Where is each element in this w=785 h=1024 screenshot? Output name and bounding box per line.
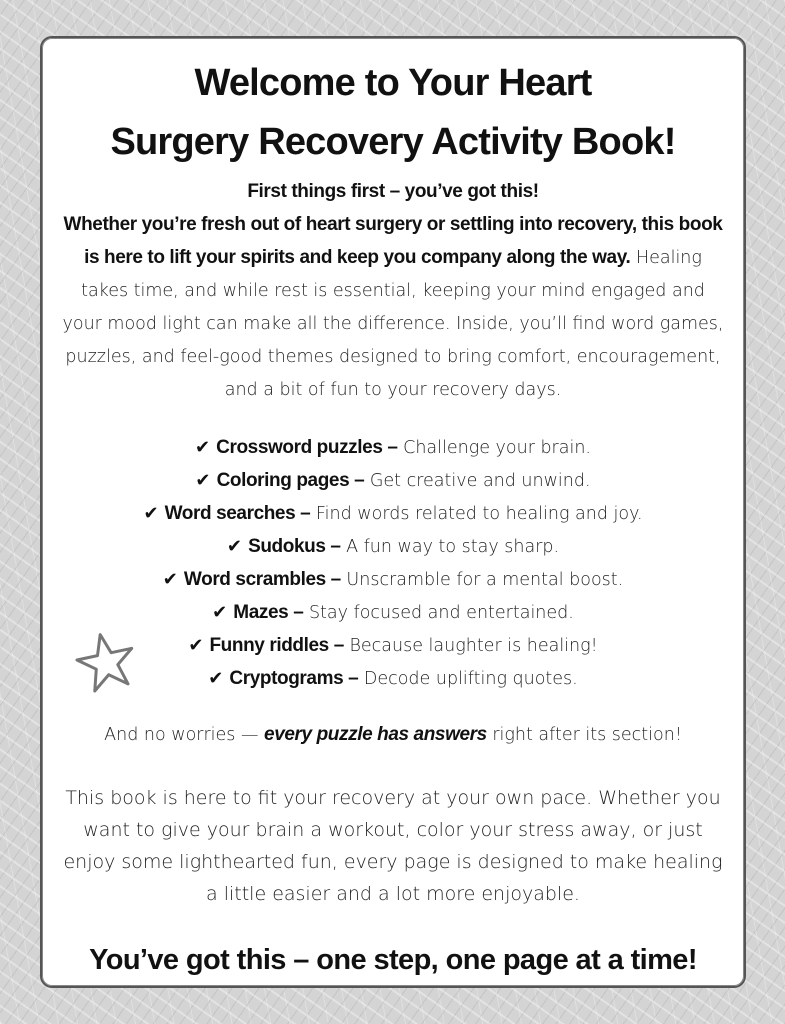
activity-desc: A fun way to stay sharp. [340,537,560,557]
closing-paragraph: This book is here to fit your recovery at your own pace. Whether you want to give your brain a workout, color your stress away, or just enjoy some lighthearted fun, every page is designed to make healing a little easier and a lot more enjoyable. [63,787,723,905]
activity-list [42,431,744,695]
activity-name: Mazes – [233,602,304,623]
list-item [42,596,744,629]
list-item [42,497,744,530]
answers-note-after: right after its section! [486,725,682,745]
activity-desc: Find words related to healing and joy. [310,504,643,524]
list-item [42,530,744,563]
answers-note [42,718,744,751]
star-outline-icon [70,626,142,698]
activity-name: Word searches – [164,503,311,524]
list-item [42,563,744,596]
list-item [42,629,744,662]
check-icon: ✔ [212,602,228,623]
activity-desc: Decode uplifting quotes. [358,669,578,689]
intro-bold-text: Whether you’re fresh out of heart surgery or settling into recovery, this book is here to lift your spirits and keep you company along the way. [63,214,723,268]
answers-note-bold: every puzzle has answers [264,724,487,745]
activity-desc: Unscramble for a mental boost. [340,570,624,590]
page-title [42,54,744,172]
list-item [42,464,744,497]
page-card [40,36,746,988]
intro-body-text: Healing takes time, and while rest is essential, keeping your mind engaged and your mood light can make all the difference. Inside, you’ll find word games, puzzles, and feel-good themes designed to bring comfort, encouragement, and a bit of fun to your recovery days. [62,248,724,400]
activity-name: Funny riddles – [209,635,344,656]
check-icon: ✔ [195,437,211,458]
list-item [42,662,744,695]
list-item [42,431,744,464]
intro-heading: First things first – you’ve got this! [247,181,539,202]
title-line-1: Welcome to Your Heart [194,62,592,104]
activity-desc: Stay focused and entertained. [303,603,574,623]
activity-name: Coloring pages – [216,470,365,491]
activity-desc: Get creative and unwind. [364,471,591,491]
check-icon: ✔ [226,536,243,557]
activity-desc: Because laughter is healing! [343,636,598,656]
activity-name: Cryptograms – [229,668,359,689]
activity-name: Sudokus – [248,536,341,557]
check-icon: ✔ [208,668,224,689]
title-line-2: Surgery Recovery Activity Book! [110,121,676,163]
check-icon: ✔ [195,470,211,491]
answers-note-before: And no worries — [104,725,265,745]
intro-paragraph [60,176,726,406]
check-icon: ✔ [188,635,204,656]
check-icon: ✔ [143,503,159,524]
check-icon: ✔ [162,569,178,590]
footer-motto: You’ve got this – one step, one page at a time! [89,944,697,976]
activity-name: Word scrambles – [183,569,341,590]
activity-desc: Challenge your brain. [397,438,591,458]
activity-name: Crossword puzzles – [216,437,398,458]
